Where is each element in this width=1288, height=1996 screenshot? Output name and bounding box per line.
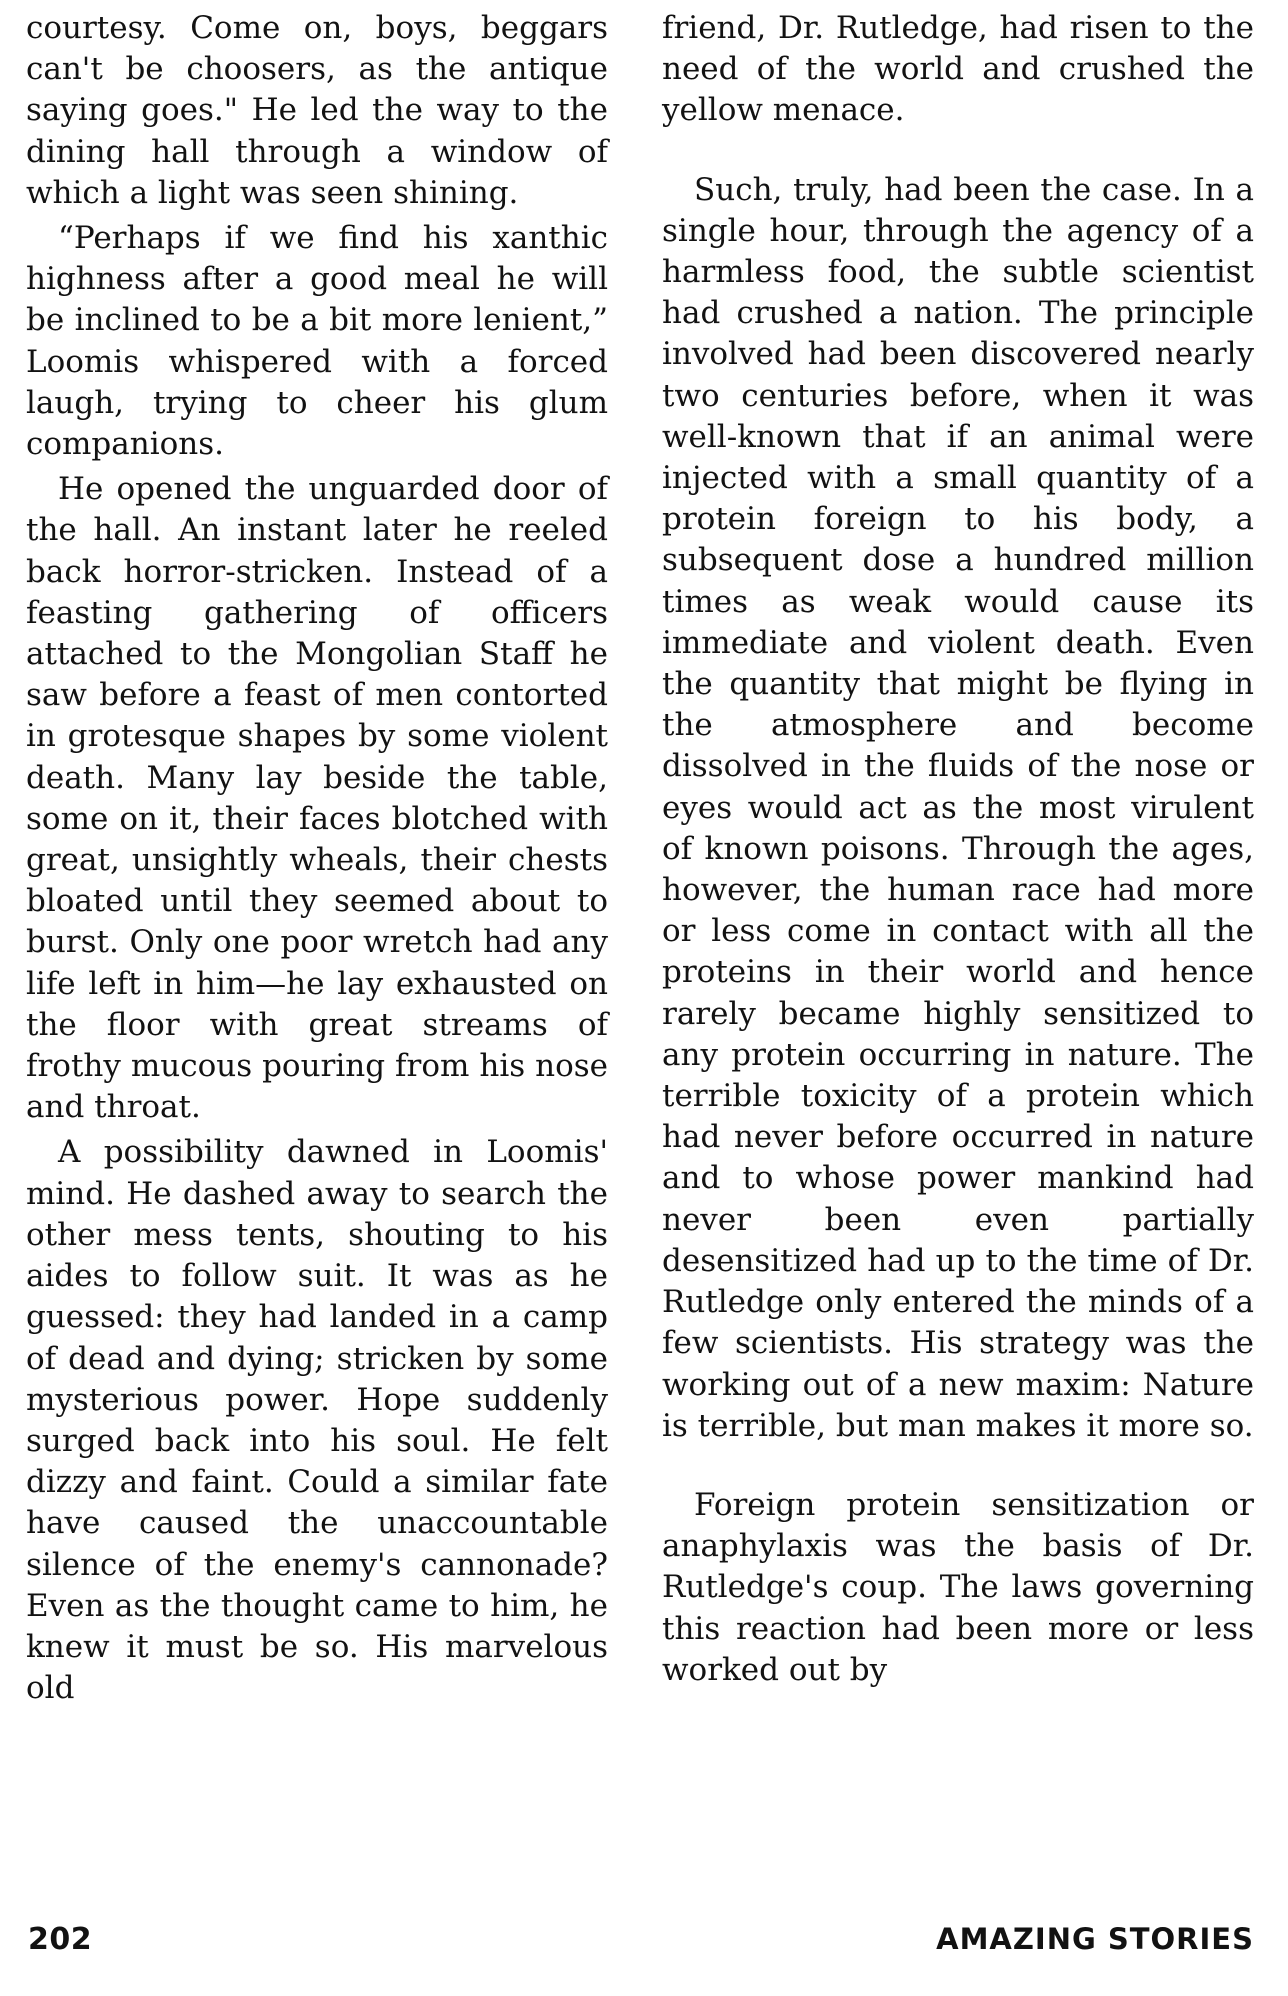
paragraph: A possibility dawned in Loomis' mind. He dashed away to search the other mess tents, shouting to his aides to follow suit. It was as he guessed: they had landed in a camp of dead and dying; stricken by some mysterious power. Hope suddenly surged back into his soul. He felt dizzy and faint. Could a similar fate have caused the unaccountable silence of the enemy's cannonade? Even as the thought came to him, he knew it must be so. His marvelous old: [26, 1134, 608, 1707]
right-text-column: [662, 8, 1254, 1695]
paragraph: friend, Dr. Rutledge, had risen to the need of the world and crushed the yellow menace.: [662, 10, 1254, 129]
magazine-title: AMAZING STORIES: [936, 1922, 1254, 1956]
left-text-column: [26, 8, 608, 1713]
paragraph: “Perhaps if we find his xanthic highness after a good meal he will be inclined to be a bit more lenient,” Loomis whispered with a forced laugh, trying to cheer his glum companions.: [26, 220, 608, 463]
paragraph: Such, truly, had been the case. In a single hour, through the agency of a harmless food, the subtle scientist had crushed a nation. The principle involved had been discovered nearly two centuries before, when it was well-known that if an animal were injected with a small quantity of a protein foreign to his body, a subsequent dose a hundred million times as weak would cause its immediate and violent death. Even the quantity that might be flying in the atmosphere and become dissolved in the fluids of the nose or eyes would act as the most virulent of known poisons. Through the ages, however, the human race had more or less come in contact with all the proteins in their world and hence rarely became highly sensitized to any protein occurring in nature. The terrible toxicity of a protein which had never before occurred in nature and to whose power mankind had never been even partially desensitized had up to the time of Dr. Rutledge only entered the minds of a few scientists. His strategy was the working out of a new maxim: Nature is terrible, but man makes it more so.: [662, 171, 1254, 1444]
page-number: 202: [28, 1922, 93, 1957]
paragraph: courtesy. Come on, boys, beggars can't be choosers, as the antique saying goes." He led the way to the dining hall through a window of which a light was seen shining.: [26, 10, 608, 211]
paragraph: He opened the unguarded door of the hall. An instant later he reeled back horror-stricken. Instead of a feasting gathering of officers attached to the Mongolian Staff he saw before a feast of men contorted in grotesque shapes by some violent death. Many lay beside the table, some on it, their faces blotched with great, unsightly wheals, their chests bloated until they seemed about to burst. Only one poor wretch had any life left in him—he lay exhausted on the floor with great streams of frothy mucous pouring from his nose and throat.: [26, 471, 608, 1126]
paragraph: Foreign protein sensitization or anaphylaxis was the basis of Dr. Rutledge's coup. The laws governing this reaction had been more or less worked out by: [662, 1486, 1254, 1688]
